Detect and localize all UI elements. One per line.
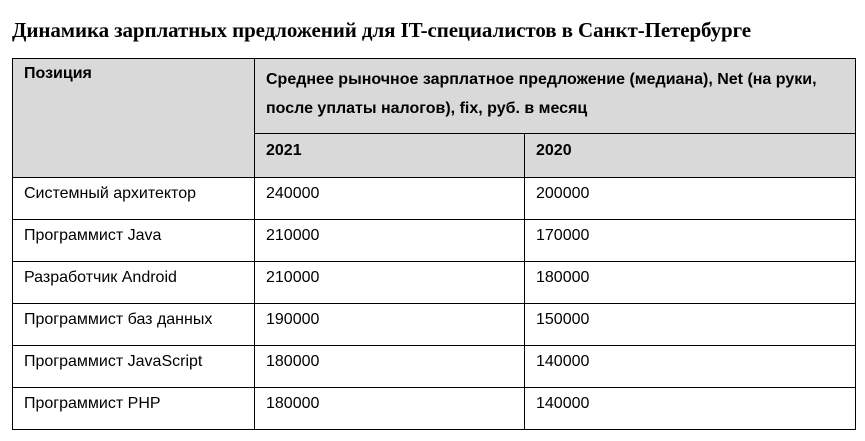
table-row — [13, 304, 856, 346]
table-row — [13, 346, 856, 388]
header-position: Позиция — [13, 59, 255, 178]
cell-2020: 140000 — [525, 346, 856, 388]
cell-2020: 200000 — [525, 178, 856, 220]
table-row — [13, 388, 856, 430]
header-year-2021: 2021 — [255, 134, 525, 178]
table-row — [13, 262, 856, 304]
cell-2020: 180000 — [525, 262, 856, 304]
table-body — [13, 178, 856, 430]
salary-table — [12, 58, 856, 430]
cell-2021: 210000 — [255, 220, 525, 262]
table-header — [13, 59, 856, 178]
cell-position: Разработчик Android — [13, 262, 255, 304]
cell-position: Программист баз данных — [13, 304, 255, 346]
cell-2021: 180000 — [255, 388, 525, 430]
cell-2020: 150000 — [525, 304, 856, 346]
header-year-2020: 2020 — [525, 134, 856, 178]
page-title: Динамика зарплатных предложений для IT-специалистов в Санкт-Петербурге — [12, 18, 752, 42]
cell-2021: 240000 — [255, 178, 525, 220]
cell-position: Программист JavaScript — [13, 346, 255, 388]
cell-position: Системный архитектор — [13, 178, 255, 220]
header-metric: Среднее рыночное зарплатное предложение (медиана), Net (на руки, после уплаты налогов), fix, руб. в месяц — [255, 59, 856, 134]
header-row — [13, 59, 856, 134]
cell-position: Программист Java — [13, 220, 255, 262]
cell-2021: 180000 — [255, 346, 525, 388]
table-row — [13, 220, 856, 262]
cell-2021: 210000 — [255, 262, 525, 304]
cell-2020: 140000 — [525, 388, 856, 430]
cell-2021: 190000 — [255, 304, 525, 346]
table-row — [13, 178, 856, 220]
cell-position: Программист PHP — [13, 388, 255, 430]
cell-2020: 170000 — [525, 220, 856, 262]
